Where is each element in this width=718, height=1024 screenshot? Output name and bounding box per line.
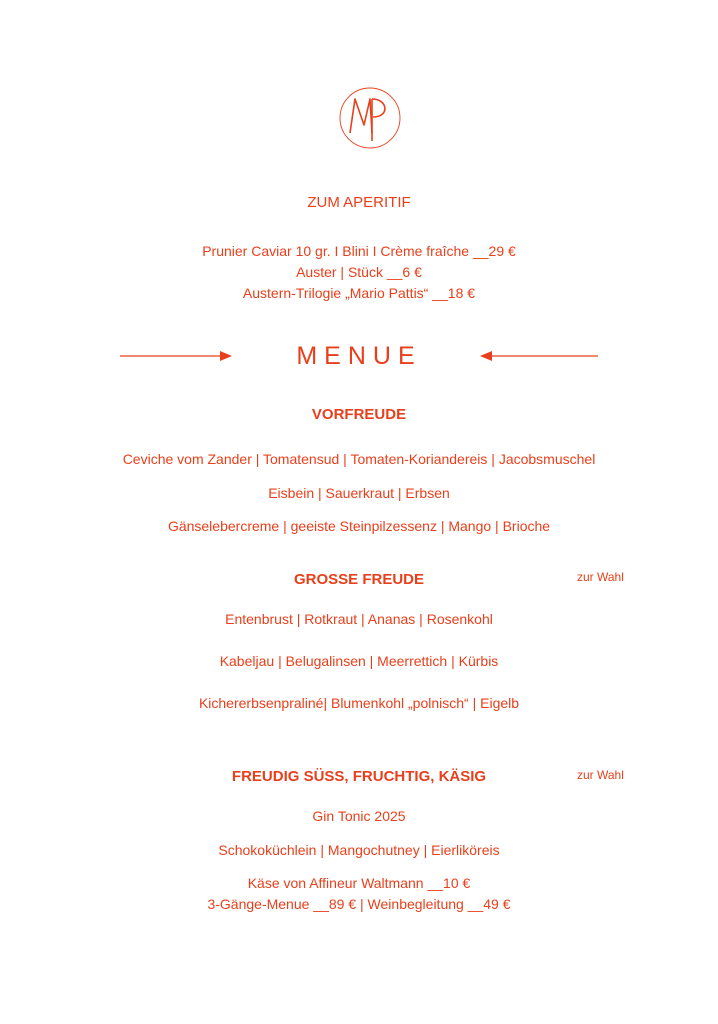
- vorfreude-item: Ceviche vom Zander | Tomatensud | Tomaten-Koriandereis | Jacobsmuschel: [122, 451, 596, 467]
- dessert-title: FREUDIG SÜSS, FRUCHTIG, KÄSIG: [231, 768, 487, 785]
- aperitif-item: Prunier Caviar 10 gr. I Blini I Crème fraîche __29 €: [202, 243, 516, 259]
- grosse-freude-note: zur Wahl: [577, 570, 624, 584]
- dessert-item: Käse von Affineur Waltmann __10 €: [247, 875, 471, 891]
- menu-title: MENUE: [296, 342, 422, 370]
- vorfreude-item: Gänselebercreme | geeiste Steinpilzessenz | Mango | Brioche: [167, 518, 551, 534]
- grosse-freude-item: Kichererbsenpraliné| Blumenkohl „polnisch“ | Eigelb: [198, 695, 520, 711]
- dessert-note: zur Wahl: [577, 768, 624, 782]
- aperitif-item: Austern-Trilogie „Mario Pattis“ __18 €: [242, 285, 476, 301]
- vorfreude-title: VORFREUDE: [311, 406, 407, 423]
- grosse-freude-title: GROSSE FREUDE: [293, 571, 425, 588]
- left-arrow-icon: [480, 350, 598, 362]
- grosse-freude-item: Kabeljau | Belugalinsen | Meerrettich | Kürbis: [219, 653, 499, 669]
- monogram-logo-icon: [336, 85, 404, 153]
- price-summary: 3-Gänge-Menue __89 € | Weinbegleitung __49 €: [207, 896, 511, 912]
- logo: [336, 85, 404, 153]
- aperitif-title: ZUM APERITIF: [307, 194, 411, 211]
- dessert-item: Gin Tonic 2025: [312, 808, 406, 824]
- aperitif-item: Auster | Stück __6 €: [296, 264, 422, 280]
- dessert-item: Schokoküchlein | Mangochutney | Eierlikörеis: [218, 842, 500, 858]
- grosse-freude-item: Entenbrust | Rotkraut | Ananas | Rosenkohl: [225, 611, 493, 627]
- vorfreude-item: Eisbein | Sauerkraut | Erbsen: [268, 485, 450, 501]
